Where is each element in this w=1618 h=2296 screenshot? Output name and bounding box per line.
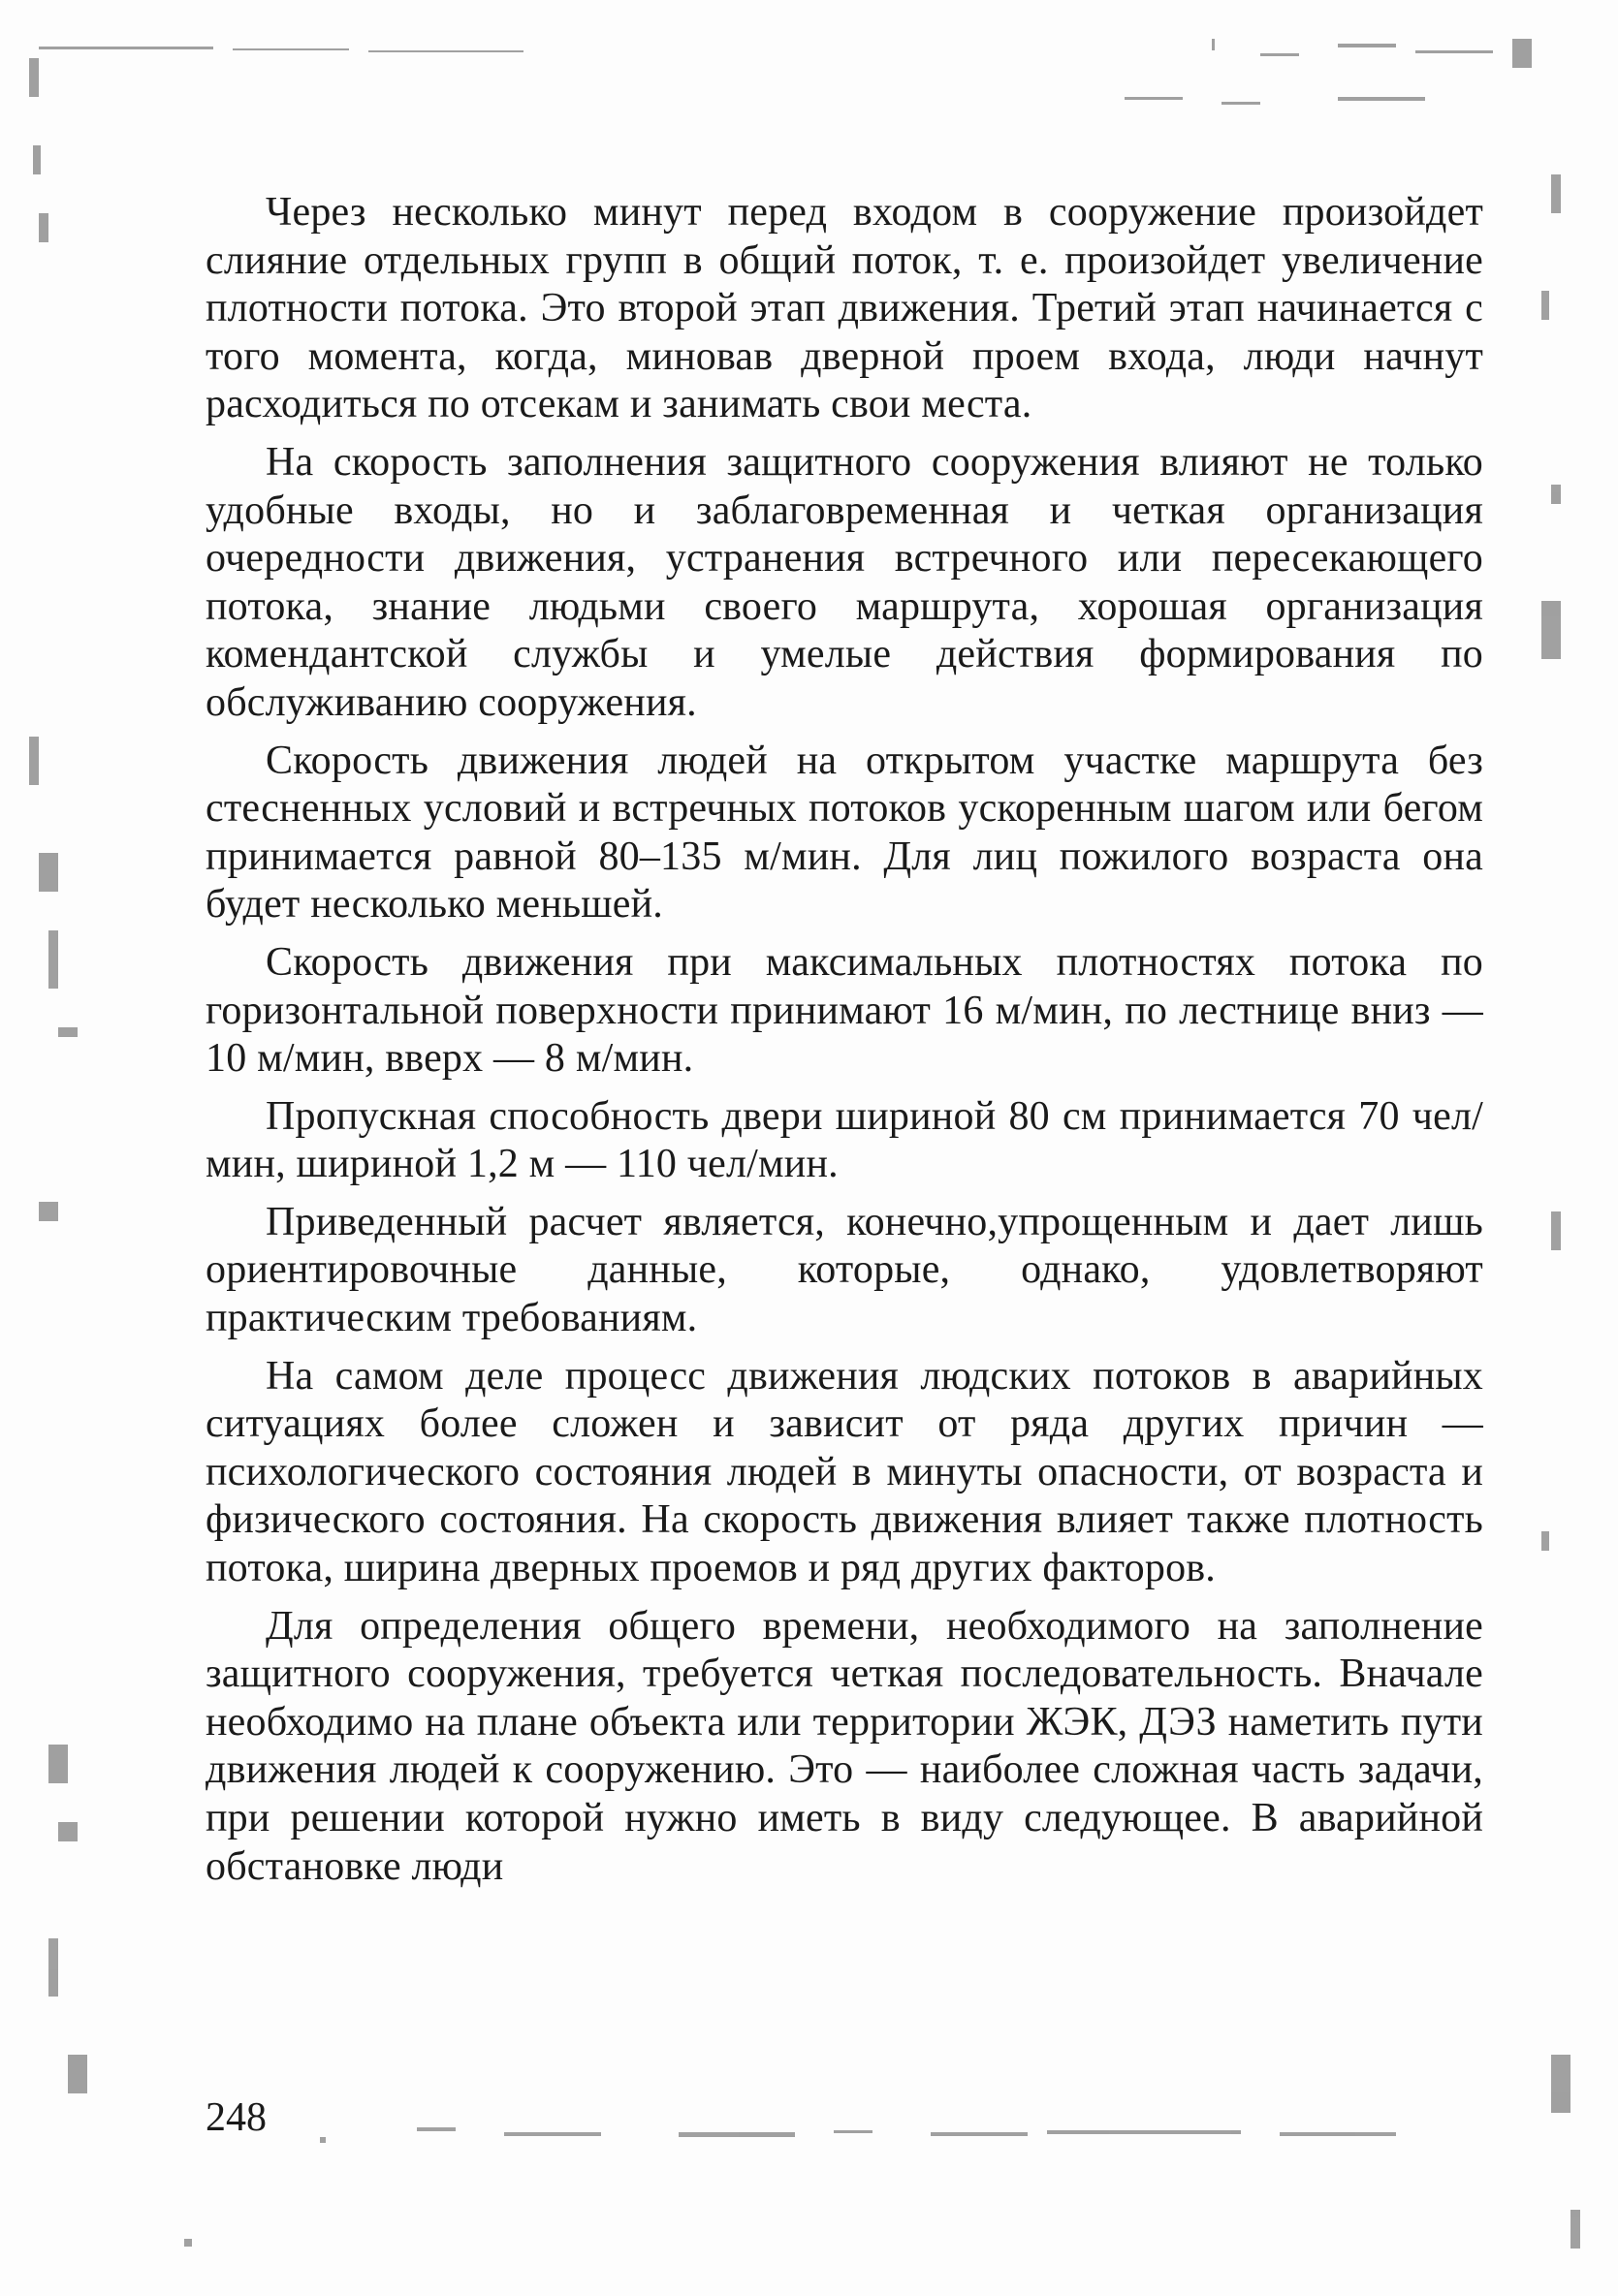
paragraph-5: Пропускная способность двери шириной 80 см принимается 70 чел/мин, шириной 1,2 м — 110 чел/мин. (206, 1093, 1483, 1187)
paragraph-7: На самом деле процесс движения людских потоков в аварийных ситуациях более сложен и зависит от ряда других причин — психологического состояния людей в минуты опасности, от возраста и физического состояния. На скорость движения влияет также плотность потока, ширина дверных проемов и ряд других факторов. (206, 1353, 1483, 1591)
paragraph-6: Приведенный расчет является, конечно,упрощенным и дает лишь ориентировочные данные, которые, однако, удовлетворяют практическим требованиям. (206, 1199, 1483, 1341)
paragraph-4: Скорость движения при максимальных плотностях потока по горизонтальной поверхности принимают 16 м/мин, по лестнице вниз — 10 м/мин, вверх — 8 м/мин. (206, 939, 1483, 1082)
page-number: 248 (206, 2095, 267, 2140)
paragraph-3: Скорость движения людей на открытом участке маршрута без стесненных условий и встречных потоков ускоренным шагом или бегом принимается равной 80–135 м/мин. Для лиц пожилого возраста она будет несколько меньшей. (206, 738, 1483, 928)
paragraph-8: Для определения общего времени, необходимого на заполнение защитного сооружения, требуется четкая последовательность. Вначале необходимо на плане объекта или территории ЖЭК, ДЭЗ наметить пути движения людей к сооружению. Это — наиболее сложная часть задачи, при решении которой нужно иметь в виду следующее. В аварийной обстановке люди (206, 1603, 1483, 1889)
paragraph-2: На скорость заполнения защитного сооружения влияют не только удобные входы, но и заблаговременная и четкая организация очередности движения, устранения встречного или пересекающего потока, знание людьми своего маршрута, хорошая организация комендантской службы и умелые действия формирования по обслуживанию сооружения. (206, 439, 1483, 725)
body-text (206, 189, 1483, 1891)
paragraph-1: Через несколько минут перед входом в сооружение произойдет слияние отдельных групп в общий поток, т. е. произойдет увеличение плотности потока. Это второй этап движения. Третий этап начинается с того момента, когда, миновав дверной проем входа, люди начнут расходиться по отсекам и занимать свои места. (206, 190, 1483, 427)
